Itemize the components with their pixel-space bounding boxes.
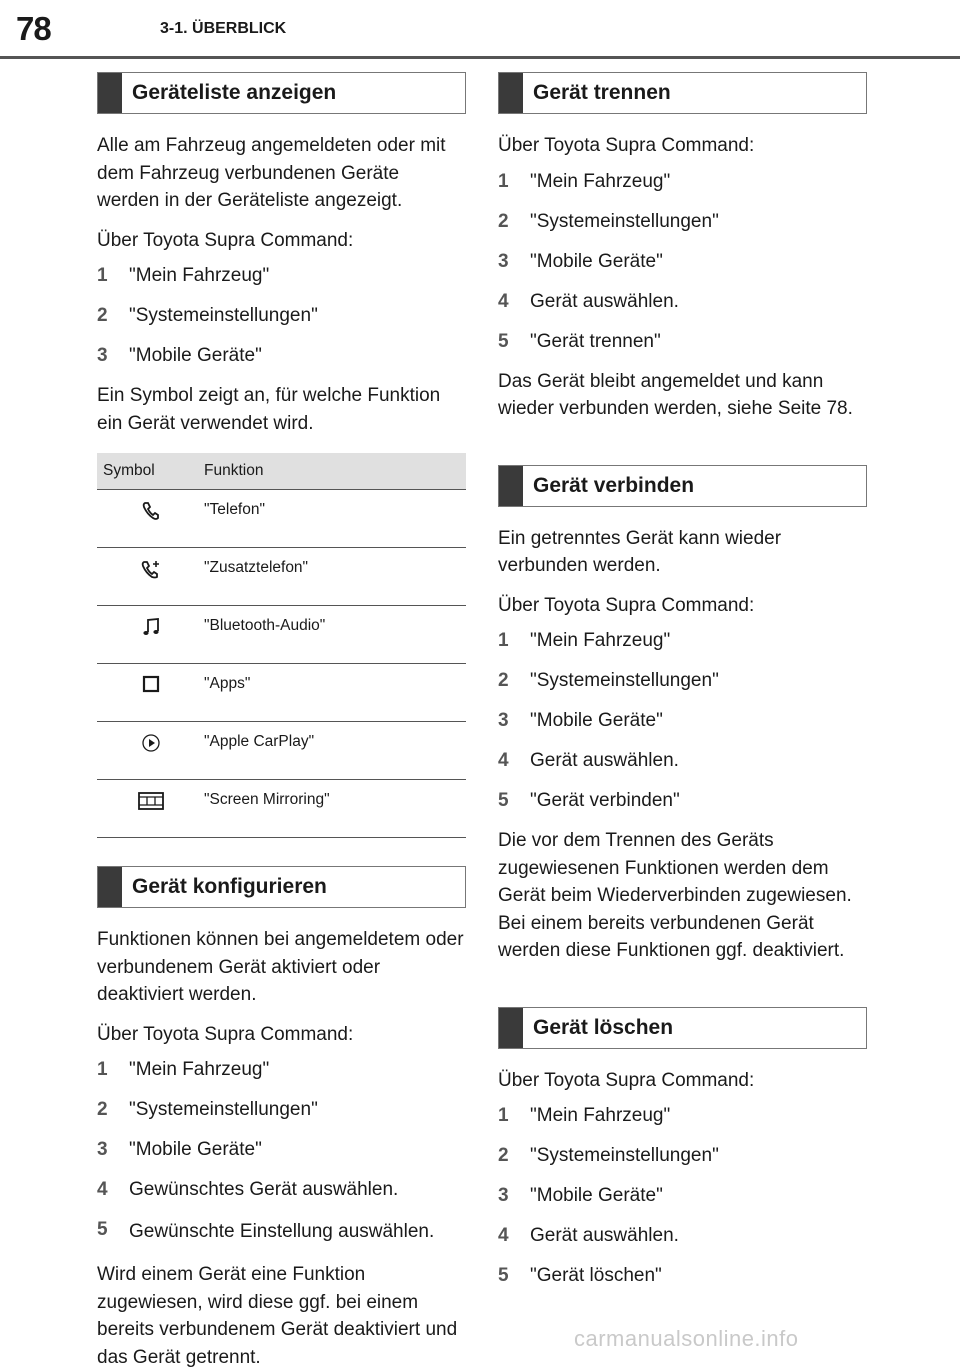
step-text: Gerät auswählen. [530,750,679,771]
additional-phone-icon [141,559,161,579]
table-header-symbol: Symbol [97,453,204,490]
step-number: 4 [97,1179,108,1200]
step-number: 3 [97,345,108,366]
step-number: 4 [498,750,509,771]
step-number: 3 [97,1139,108,1160]
table-header-row [97,453,466,490]
section-header-device-list [97,72,466,114]
step-item [498,328,867,355]
step-list [97,1056,466,1248]
step-list [498,168,867,355]
step-item [498,667,867,694]
step-number: 2 [97,305,108,326]
step-number: 3 [498,710,509,731]
table-cell-function: "Apple CarPlay" [204,722,466,780]
step-item [498,208,867,235]
section-marker [98,867,122,907]
symbol-table [97,453,466,838]
step-item [97,1056,466,1083]
table-row [97,548,466,606]
right-column [498,72,867,1302]
step-text: "Systemeinstellungen" [129,1099,318,1120]
section-marker [499,1008,523,1048]
step-text: "Systemeinstellungen" [530,670,719,691]
table-row [97,780,466,838]
step-number: 4 [498,1225,509,1246]
step-item [498,1222,867,1249]
step-item [498,707,867,734]
step-number: 3 [498,1185,509,1206]
chapter-heading: 3-1. ÜBERBLICK [160,20,287,37]
section-header-connect-device [498,465,867,507]
step-text: Gewünschtes Gerät auswählen. [129,1179,399,1200]
step-item [97,1136,466,1163]
step-text: "Mein Fahrzeug" [530,1105,671,1126]
step-number: 2 [498,1145,509,1166]
step-item [498,747,867,774]
section-marker [98,73,122,113]
watermark: carmanualsonline.info [574,1326,799,1351]
left-column [97,72,466,1371]
step-number: 2 [498,210,509,232]
music-note-icon [142,617,160,637]
step-text: "Gerät verbinden" [530,790,680,811]
paragraph: Die vor dem Trennen des Geräts zugewiesenen Funktionen werden dem Gerät beim Wiederverbinden zugewiesen. Bei einem bereits verbundenen Gerät werden diese Funktionen ggf. deaktiviert. [498,830,852,961]
step-text: "Mobile Geräte" [530,710,663,731]
paragraph-via: Über Toyota Supra Command: [498,1069,755,1091]
step-text: Gewünschte Einstellung auswählen. [129,1221,435,1242]
section-title: Geräteliste anzeigen [132,81,337,104]
step-item [498,1102,867,1129]
paragraph-via: Über Toyota Supra Command: [498,594,755,616]
paragraph: Ein getrenntes Gerät kann wieder verbunden werden. [498,527,782,576]
step-number: 1 [498,630,509,651]
table-row [97,490,466,548]
step-item [97,1216,466,1248]
table-row [97,664,466,722]
table-cell-function: "Screen Mirroring" [204,780,466,838]
paragraph-via: Über Toyota Supra Command: [97,229,354,251]
step-number: 5 [498,330,509,352]
step-text: "Mobile Geräte" [129,1139,262,1160]
apps-square-icon [142,675,160,693]
step-number: 5 [498,1265,509,1286]
step-text: "Mein Fahrzeug" [530,630,671,651]
section-marker [499,466,523,506]
section-title: Gerät verbinden [533,473,695,497]
table-cell-function: "Apps" [204,664,466,722]
step-item [498,288,867,315]
step-list [97,262,466,369]
step-text: "Gerät löschen" [530,1265,662,1286]
step-number: 1 [498,1105,509,1126]
section-header-configure-device [97,866,466,908]
section-title: Gerät konfigurieren [132,875,327,898]
table-cell-function: "Telefon" [204,490,466,548]
step-item [97,1096,466,1123]
phone-icon [142,501,160,521]
step-text: Gerät auswählen. [530,290,679,312]
step-number: 5 [97,1219,108,1240]
step-list [498,627,867,814]
section-title: Gerät trennen [533,81,671,104]
step-text: "Systemeinstellungen" [530,210,719,232]
paragraph-via: Über Toyota Supra Command: [97,1023,354,1045]
carplay-play-icon [141,733,161,753]
step-text: "Mobile Geräte" [129,345,262,366]
table-row [97,722,466,780]
step-text: "Mobile Geräte" [530,250,663,272]
step-number: 2 [97,1099,108,1120]
step-item [97,342,466,369]
paragraph: Alle am Fahrzeug angemeldeten oder mit dem Fahrzeug verbundenen Geräte werden in der Geräteliste angezeigt. [97,135,446,211]
step-item [498,248,867,275]
step-text: "Systemeinstellungen" [530,1145,719,1166]
step-item [498,627,867,654]
step-text: "Mein Fahrzeug" [129,265,270,286]
step-item [97,302,466,329]
table-cell-function: "Zusatztelefon" [204,548,466,606]
step-item [97,1176,466,1203]
step-item [498,1262,867,1289]
screen-mirroring-icon [137,791,165,811]
step-number: 3 [498,250,509,272]
page-number: 78 [16,10,51,47]
step-text: Gerät auswählen. [530,1225,679,1246]
step-number: 1 [498,170,509,192]
paragraph: Das Gerät bleibt angemeldet und kann wieder verbunden werden, siehe Seite 78. [498,370,853,419]
step-number: 1 [97,265,108,286]
step-number: 2 [498,670,509,691]
step-text: "Gerät trennen" [530,330,661,352]
paragraph: Ein Symbol zeigt an, für welche Funktion ein Gerät verwendet wird. [97,385,441,434]
step-number: 1 [97,1059,108,1080]
step-item [498,1142,867,1169]
step-item [97,262,466,289]
step-number: 4 [498,290,509,312]
paragraph: Funktionen können bei angemeldetem oder verbundenem Gerät aktiviert oder deaktiviert werden. [97,929,464,1005]
table-row [97,606,466,664]
table-header-function: Funktion [204,453,466,490]
step-item [498,1182,867,1209]
step-text: "Mobile Geräte" [530,1185,663,1206]
paragraph: Wird einem Gerät eine Funktion zugewiesen, wird diese ggf. bei einem bereits verbundenem Gerät deaktiviert und das Gerät getrennt. [97,1264,458,1368]
step-text: "Systemeinstellungen" [129,305,318,326]
step-text: "Mein Fahrzeug" [530,170,671,192]
paragraph-via: Über Toyota Supra Command: [498,135,755,156]
step-list [498,1102,867,1289]
table-cell-function: "Bluetooth-Audio" [204,606,466,664]
section-header-disconnect-device [498,72,867,114]
step-item [498,168,867,195]
step-number: 5 [498,790,509,811]
step-item [498,787,867,814]
header-divider [0,56,960,59]
section-title: Gerät löschen [533,1015,674,1039]
section-header-delete-device [498,1007,867,1049]
section-marker [499,73,523,113]
step-text: "Mein Fahrzeug" [129,1059,270,1080]
